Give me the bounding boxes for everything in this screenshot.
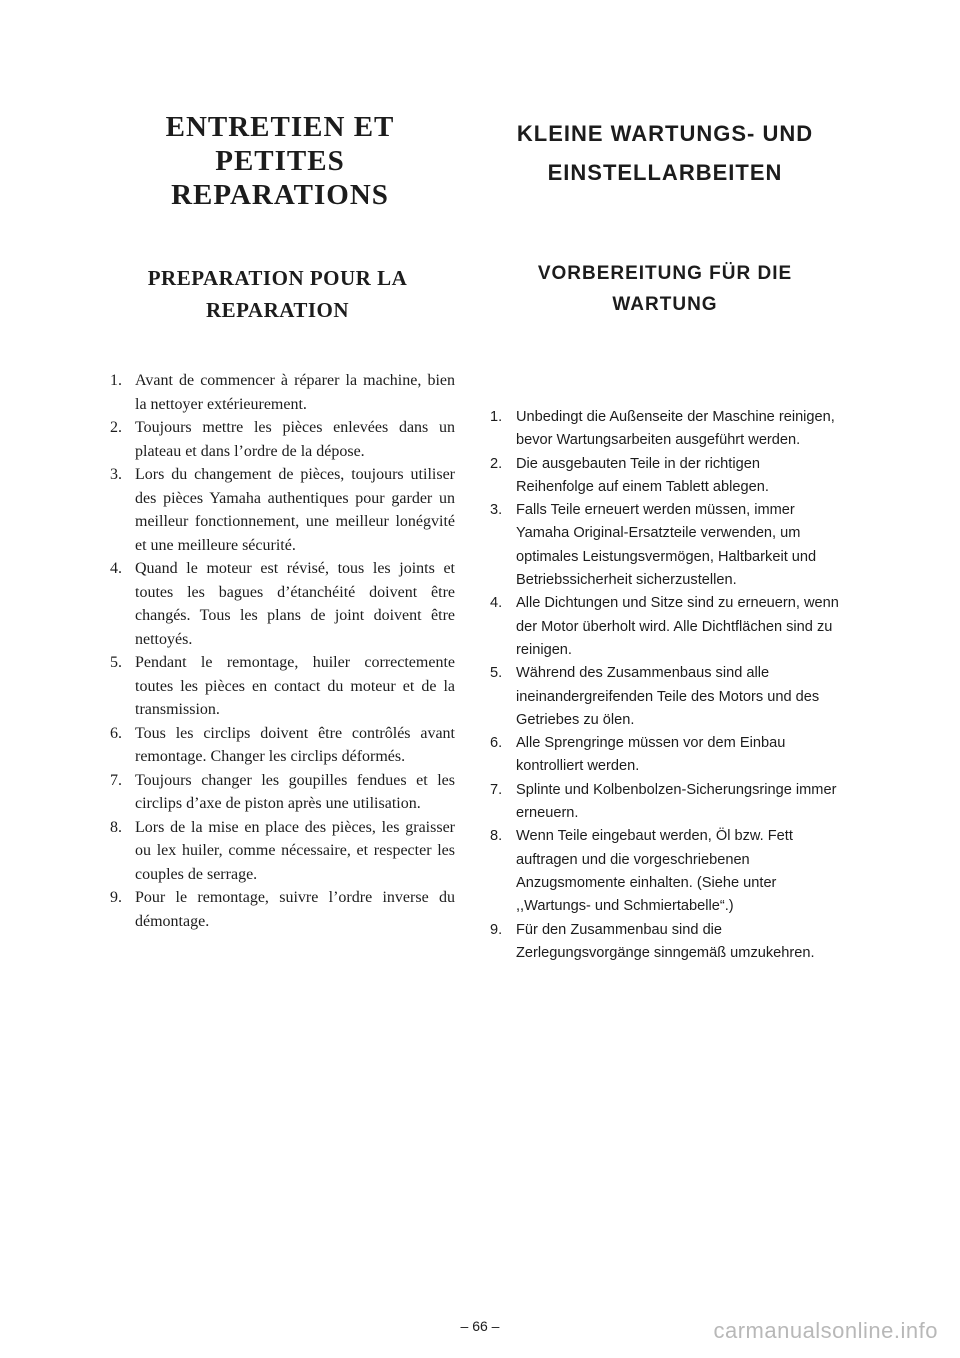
list-item: 7. Toujours changer les goupilles fendues et les circlips d’axe de piston après une utilisation. (110, 771, 455, 812)
list-item: 3. Lors du changement de pièces, toujours utiliser des pièces Yamaha authentiques pour garder un meilleur fonctionnement, une meilleur lonégvité et une meilleure sécurité. (110, 466, 455, 554)
french-subtitle: PREPARATION POUR LA REPARATION (147, 266, 408, 322)
german-subtitle: VORBEREITUNG FÜR DIE WARTUNG (537, 263, 793, 315)
list-item: 6. Tous les circlips doivent être contrôlés avant remontage. Changer les circlips déformés. (110, 724, 455, 765)
german-column (490, 110, 840, 965)
list-item: 5. Pendant le remontage, huiler correctemente toutes les pièces en contact du moteur et de la transmission. (110, 654, 455, 718)
list-item: 4. Alle Dichtungen und Sitze sind zu erneuern, wenn der Motor überholt wird. Alle Dichtflächen sind zu reinigen. (490, 595, 839, 658)
list-item: 1. Avant de commencer à réparer la machine, bien la nettoyer extérieurement. (110, 372, 455, 413)
list-item: 4. Quand le moteur est révisé, tous les joints et toutes les bagues d’étanchéité doivent être changés. Tous les plans de joint doivent être nettoyés. (110, 560, 455, 648)
list-item: 9. Pour le remontage, suivre l’ordre inverse du démontage. (110, 889, 455, 930)
list-item: 9. Für den Zusammenbau sind die Zerlegungsvorgänge sinngemäß umzukehren. (490, 921, 815, 961)
list-item: 7. Splinte und Kolbenbolzen-Sicherungsringe immer erneuern. (490, 781, 837, 822)
french-column (100, 110, 455, 933)
german-title: KLEINE WARTUNGS- UND EINSTELLARBEITEN (516, 121, 814, 185)
french-title: ENTRETIEN ET PETITES REPARATIONS (165, 111, 395, 211)
watermark: carmanualsonline.info (713, 1318, 938, 1343)
page-number: – 66 – (460, 1318, 500, 1334)
list-item: 3. Falls Teile erneuert werden müssen, immer Yamaha Original-Ersatzteile verwenden, um optimales Leistungsvermögen, Haltbarkeit und Betriebssicherheit sicherzustellen. (490, 502, 817, 589)
list-item: 2. Die ausgebauten Teile in der richtigen Reihenfolge auf einem Tablett ablegen. (490, 455, 769, 495)
list-item: 1. Unbedingt die Außenseite der Maschine reinigen, bevor Wartungsarbeiten ausgeführt werden. (490, 409, 835, 449)
german-steps-list (490, 406, 840, 965)
list-item: 6. Alle Sprengringe müssen vor dem Einbau kontrolliert werden. (490, 735, 786, 775)
french-steps-list (100, 369, 455, 933)
list-item: 8. Lors de la mise en place des pièces, les graisser ou lex huiler, comme nécessaire, et respecter les couples de serrage. (110, 818, 455, 883)
list-item: 8. Wenn Teile eingebaut werden, Öl bzw. Fett auftragen und die vorgeschriebenen Anzugsmomente einhalten. (Siehe unter ,,Wartungs- und Schmiertabelle“.) (490, 828, 793, 915)
list-item: 5. Während des Zusammenbaus sind alle ineinandergreifenden Teile des Motors und des Getriebes zu ölen. (490, 665, 820, 728)
list-item: 2. Toujours mettre les pièces enlevées dans un plateau et dans l’ordre de la dépose. (110, 419, 455, 460)
